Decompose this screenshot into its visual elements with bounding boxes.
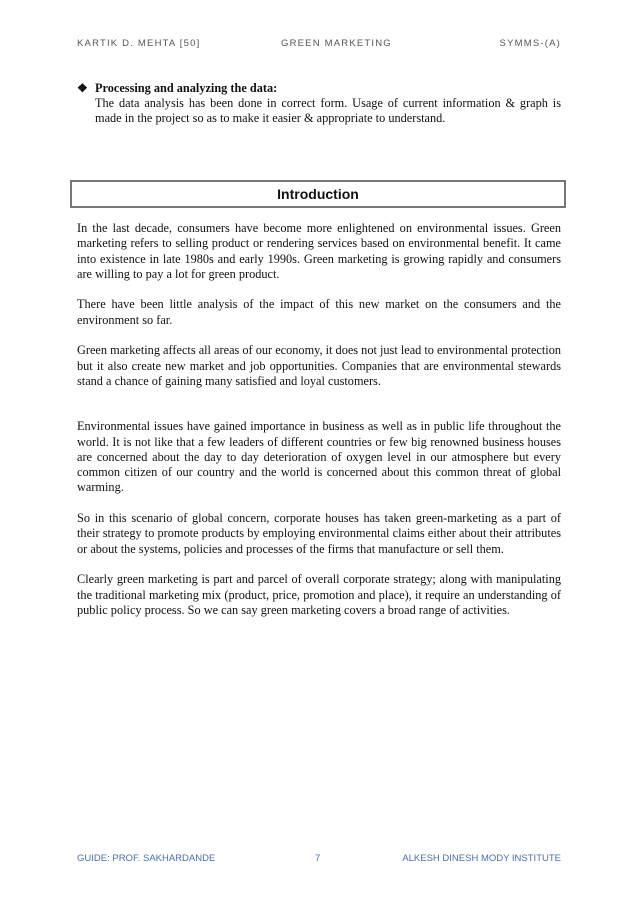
document-body [77, 221, 561, 633]
bullet-section [77, 81, 561, 126]
page-header [77, 38, 561, 52]
bullet-heading [77, 81, 561, 96]
paragraph: Green marketing affects all areas of our economy, it does not just lead to environmental protection but it also create new market and job opportunities. Companies that are environmental stewards stand a chance of gaining many satisfied and loyal customers. [77, 343, 561, 388]
footer-guide: GUIDE: PROF. SAKHARDANDE [77, 853, 216, 864]
page-footer [77, 853, 561, 867]
diamond-bullet-icon: ❖ [77, 81, 88, 95]
paragraph: There have been little analysis of the impact of this new market on the consumers and the environment so far. [77, 297, 561, 327]
bullet-body-text: The data analysis has been done in correct form. Usage of current information & graph is made in the project so as to make it easier & appropriate to understand. [95, 96, 561, 125]
bullet-title-text: Processing and analyzing the data: [95, 81, 278, 95]
section-title: Introduction [277, 186, 359, 202]
paragraph: So in this scenario of global concern, corporate houses has taken green-marketing as a part of their strategy to promote products by employing environmental claims either about their attributes or about the systems, policies and processes of the firms that manufacture or sell them. [77, 511, 561, 556]
paragraph: In the last decade, consumers have become more enlightened on environmental issues. Green marketing refers to selling product or rendering services based on environmental benefit. It came into existence in late 1980s and early 1990s. Green marketing is growing rapidly and consumers are willing to pay a lot for green product. [77, 221, 561, 281]
header-title: GREEN MARKETING [281, 38, 392, 49]
footer-institute: ALKESH DINESH MODY INSTITUTE [402, 853, 561, 864]
page-number: 7 [315, 853, 321, 864]
paragraph: Clearly green marketing is part and parcel of overall corporate strategy; along with manipulating the traditional marketing mix (product, price, promotion and place), it require an understanding of public policy process. So we can say green marketing covers a broad range of activities. [77, 572, 561, 617]
header-author: KARTIK D. MEHTA [50] [77, 38, 201, 49]
paragraph: Environmental issues have gained importance in business as well as in public life throughout the world. It is not like that a few leaders of different countries or few big renowned business houses are concerned about the day to day deterioration of oxygen level in our atmosphere but every common citizen of our country and the world is concerned about this common threat of global warming. [77, 419, 561, 495]
header-class: SYMMS-(A) [499, 38, 561, 49]
section-title-box [70, 180, 566, 208]
